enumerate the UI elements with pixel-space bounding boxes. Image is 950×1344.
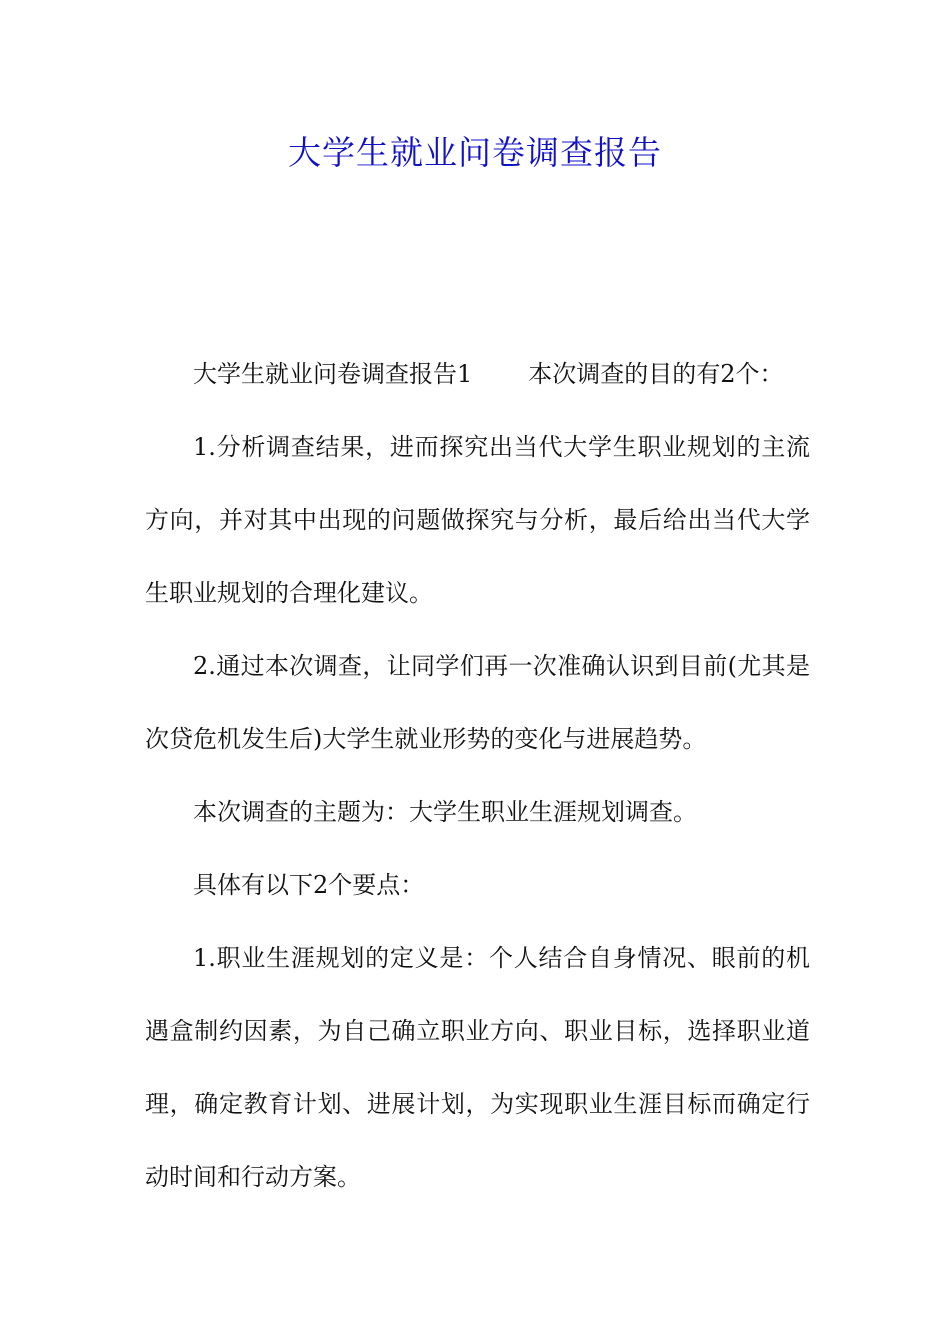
document-body — [145, 338, 810, 1214]
paragraph-purpose-1: 1.分析调查结果，进而探究出当代大学生职业规划的主流方向，并对其中出现的问题做探究与分析，最后给出当代大学生职业规划的合理化建议。 — [145, 433, 810, 607]
paragraph-theme: 本次调查的主题为：大学生职业生涯规划调查。 — [193, 798, 697, 826]
intro-heading: 大学生就业问卷调查报告1 — [193, 360, 473, 388]
document-title: 大学生就业问卷调查报告 — [288, 133, 662, 172]
paragraph-point-1: 1.职业生涯规划的定义是：个人结合自身情况、眼前的机遇盒制约因素，为自己确立职业方向、职业目标，选择职业道理，确定教育计划、进展计划，为实现职业生涯目标而确定行动时间和行动方案。 — [145, 944, 810, 1191]
intro-paragraph — [145, 338, 810, 411]
paragraph-points-intro: 具体有以下2个要点： — [193, 871, 425, 899]
paragraph-purpose-2: 2.通过本次调查，让同学们再一次准确认识到目前(尤其是次贷危机发生后)大学生就业形势的变化与进展趋势。 — [145, 652, 810, 753]
intro-text: 本次调查的目的有2个： — [528, 360, 784, 388]
